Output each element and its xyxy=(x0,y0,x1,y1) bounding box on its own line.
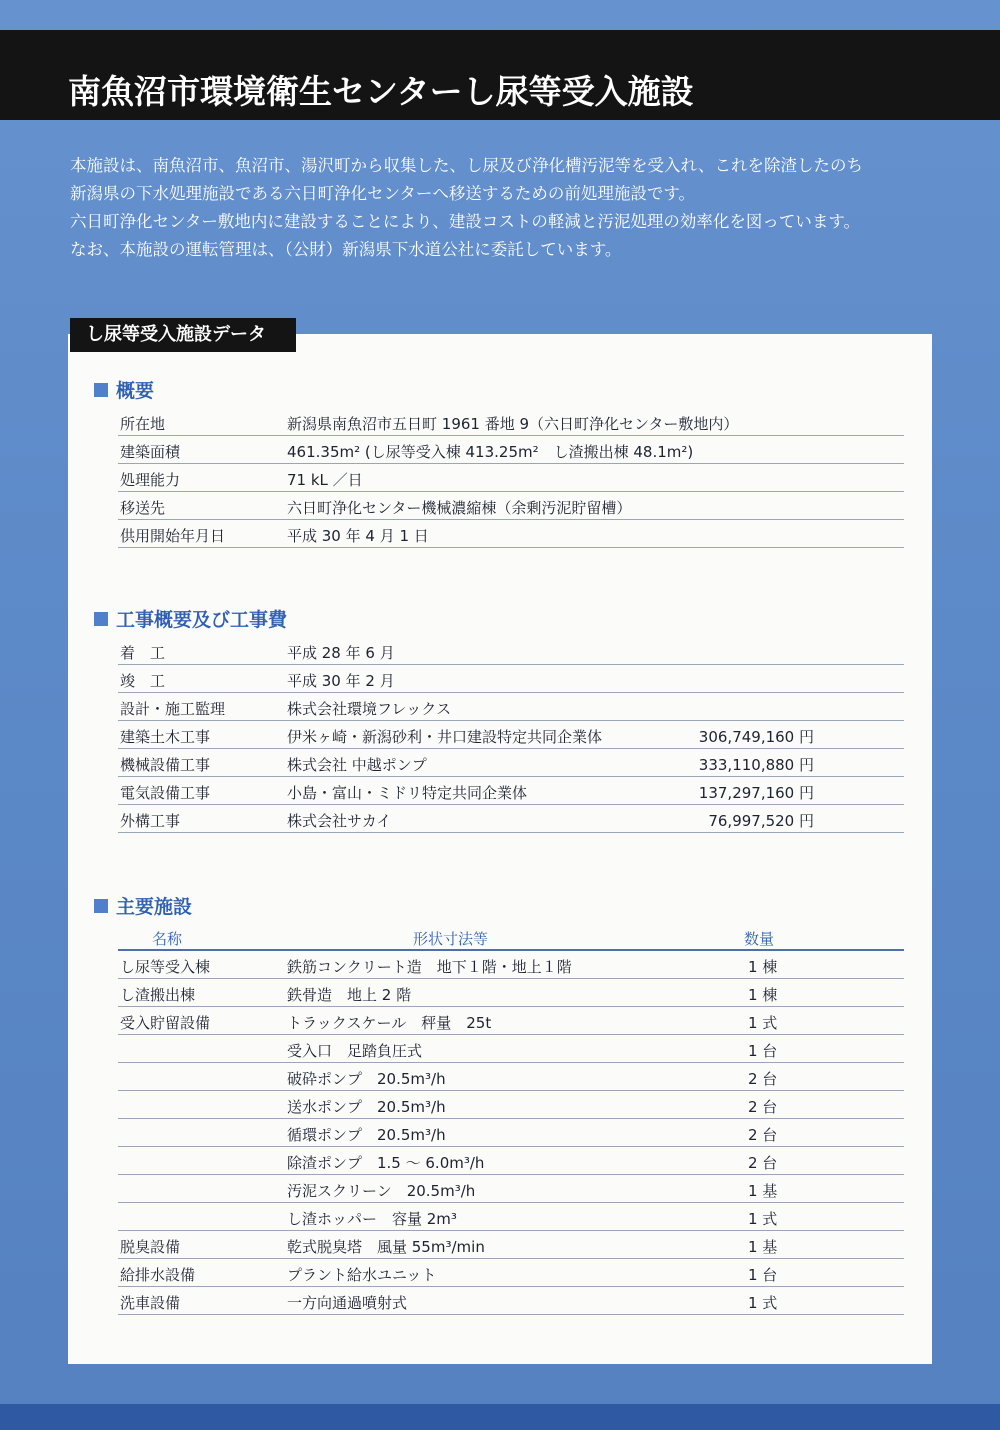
intro-line: 六日町浄化センター敷地内に建設することにより、建設コストの軽減と汚泥処理の効率化を図っています。 xyxy=(70,212,861,231)
table-row xyxy=(118,1203,904,1231)
table-row xyxy=(118,464,904,492)
facilities-table xyxy=(118,923,904,1315)
table-row xyxy=(118,1007,904,1035)
table-row xyxy=(118,1287,904,1315)
row-label: 外構工事 xyxy=(120,812,181,830)
facility-spec: トラックスケール 秤量 25t xyxy=(287,1014,492,1032)
intro-text xyxy=(70,152,970,264)
row-value: 71 kL ／日 xyxy=(287,471,363,489)
table-row xyxy=(118,408,904,436)
section-facilities-title xyxy=(94,892,192,919)
facility-spec: 循環ポンプ 20.5m³/h xyxy=(287,1126,446,1144)
facility-qty: 1 式 xyxy=(748,1014,778,1032)
table-header-row xyxy=(118,923,904,951)
row-value: 株式会社環境フレックス xyxy=(287,700,452,718)
table-row xyxy=(118,805,904,833)
row-value: 株式会社サカイ xyxy=(287,812,392,830)
row-value: 小島・富山・ミドリ特定共同企業体 xyxy=(287,784,528,802)
facility-spec: 乾式脱臭塔 風量 55m³/min xyxy=(287,1238,485,1256)
row-label: 電気設備工事 xyxy=(120,784,211,802)
table-row xyxy=(118,1175,904,1203)
square-bullet-icon xyxy=(94,899,108,913)
section-overview-label: 概要 xyxy=(116,380,155,402)
table-row xyxy=(118,1119,904,1147)
page-title: 南魚沼市環境衛生センターし尿等受入施設 xyxy=(68,72,694,111)
row-value: 461.35m² (し尿等受入棟 413.25m² し渣搬出棟 48.1m²) xyxy=(287,443,694,461)
row-value: 平成 28 年 6 月 xyxy=(287,644,395,662)
facility-qty: 1 棟 xyxy=(748,958,778,976)
facility-qty: 1 台 xyxy=(748,1042,778,1060)
table-row xyxy=(118,520,904,548)
facility-name: 洗車設備 xyxy=(120,1294,181,1312)
intro-line: 本施設は、南魚沼市、魚沼市、湯沢町から収集した、し尿及び浄化槽汚泥等を受入れ、これを除渣したのち xyxy=(70,156,863,175)
facility-name: し渣搬出棟 xyxy=(120,986,196,1004)
table-row xyxy=(118,1231,904,1259)
table-row xyxy=(118,721,904,749)
row-label: 供用開始年月日 xyxy=(120,527,226,545)
row-value: 新潟県南魚沼市五日町 1961 番地 9（六日町浄化センター敷地内） xyxy=(287,415,739,433)
facility-spec: 汚泥スクリーン 20.5m³/h xyxy=(287,1182,476,1200)
row-value: 六日町浄化センター機械濃縮棟（余剰汚泥貯留槽） xyxy=(287,499,632,517)
row-value: 伊米ヶ崎・新潟砂利・井口建設特定共同企業体 xyxy=(287,728,603,746)
row-value: 株式会社 中越ポンプ xyxy=(287,756,427,774)
intro-line: 新潟県の下水処理施設である六日町浄化センターへ移送するための前処理施設です。 xyxy=(70,184,696,203)
row-label: 機械設備工事 xyxy=(120,756,211,774)
facility-spec: 送水ポンプ 20.5m³/h xyxy=(287,1098,446,1116)
facility-qty: 1 式 xyxy=(748,1210,778,1228)
facility-spec: 破砕ポンプ 20.5m³/h xyxy=(287,1070,446,1088)
table-row xyxy=(118,665,904,693)
table-row xyxy=(118,1035,904,1063)
table-row xyxy=(118,436,904,464)
row-cost: 333,110,880 円 xyxy=(698,756,814,774)
facility-spec: 鉄筋コンクリート造 地下１階・地上１階 xyxy=(287,958,572,976)
facility-qty: 2 台 xyxy=(748,1098,778,1116)
table-row xyxy=(118,951,904,979)
row-cost: 76,997,520 円 xyxy=(708,812,814,830)
column-header-name: 名称 xyxy=(152,930,183,948)
row-value: 平成 30 年 2 月 xyxy=(287,672,395,690)
facility-qty: 1 基 xyxy=(748,1238,778,1256)
facility-qty: 1 基 xyxy=(748,1182,778,1200)
bottom-strip xyxy=(0,1404,1000,1430)
facility-qty: 2 台 xyxy=(748,1070,778,1088)
row-label: 着 工 xyxy=(120,644,166,662)
row-label: 竣 工 xyxy=(120,672,166,690)
facility-qty: 2 台 xyxy=(748,1154,778,1172)
facility-spec: 除渣ポンプ 1.5 ～ 6.0m³/h xyxy=(287,1154,485,1172)
table-row xyxy=(118,1091,904,1119)
row-value: 平成 30 年 4 月 1 日 xyxy=(287,527,429,545)
row-cost: 306,749,160 円 xyxy=(698,728,814,746)
facility-spec: し渣ホッパー 容量 2m³ xyxy=(287,1210,457,1228)
facility-name: 脱臭設備 xyxy=(120,1238,181,1256)
row-cost: 137,297,160 円 xyxy=(698,784,814,802)
facility-name: 受入貯留設備 xyxy=(120,1014,211,1032)
column-header-spec: 形状寸法等 xyxy=(413,930,489,948)
facility-spec: プラント給水ユニット xyxy=(287,1266,437,1284)
section-facilities-label: 主要施設 xyxy=(116,896,193,918)
facility-qty: 2 台 xyxy=(748,1126,778,1144)
table-row xyxy=(118,492,904,520)
row-label: 所在地 xyxy=(120,415,166,433)
row-label: 建築土木工事 xyxy=(120,728,211,746)
facility-spec: 鉄骨造 地上 2 階 xyxy=(287,986,412,1004)
overview-table xyxy=(118,408,904,548)
facility-spec: 一方向通過噴射式 xyxy=(287,1294,408,1312)
facility-qty: 1 式 xyxy=(748,1294,778,1312)
facility-spec: 受入口 足踏負圧式 xyxy=(287,1042,423,1060)
table-row xyxy=(118,1063,904,1091)
table-row xyxy=(118,1147,904,1175)
row-label: 処理能力 xyxy=(120,471,181,489)
row-label: 建築面積 xyxy=(120,443,181,461)
section-construction-label: 工事概要及び工事費 xyxy=(116,609,288,631)
intro-line: なお、本施設の運転管理は、（公財）新潟県下水道公社に委託しています。 xyxy=(70,240,622,259)
table-row xyxy=(118,637,904,665)
square-bullet-icon xyxy=(94,383,108,397)
table-row xyxy=(118,693,904,721)
table-row xyxy=(118,749,904,777)
table-row xyxy=(118,1259,904,1287)
facility-qty: 1 棟 xyxy=(748,986,778,1004)
data-tab-label: し尿等受入施設データ xyxy=(70,318,296,352)
row-label: 移送先 xyxy=(120,499,166,517)
facility-name: し尿等受入棟 xyxy=(120,958,211,976)
section-construction-title xyxy=(94,605,287,632)
facility-name: 給排水設備 xyxy=(120,1266,196,1284)
table-row xyxy=(118,979,904,1007)
row-label: 設計・施工監理 xyxy=(120,700,226,718)
column-header-qty: 数量 xyxy=(744,930,775,948)
table-row xyxy=(118,777,904,805)
construction-table xyxy=(118,637,904,833)
square-bullet-icon xyxy=(94,612,108,626)
facility-qty: 1 台 xyxy=(748,1266,778,1284)
section-overview-title xyxy=(94,376,154,403)
